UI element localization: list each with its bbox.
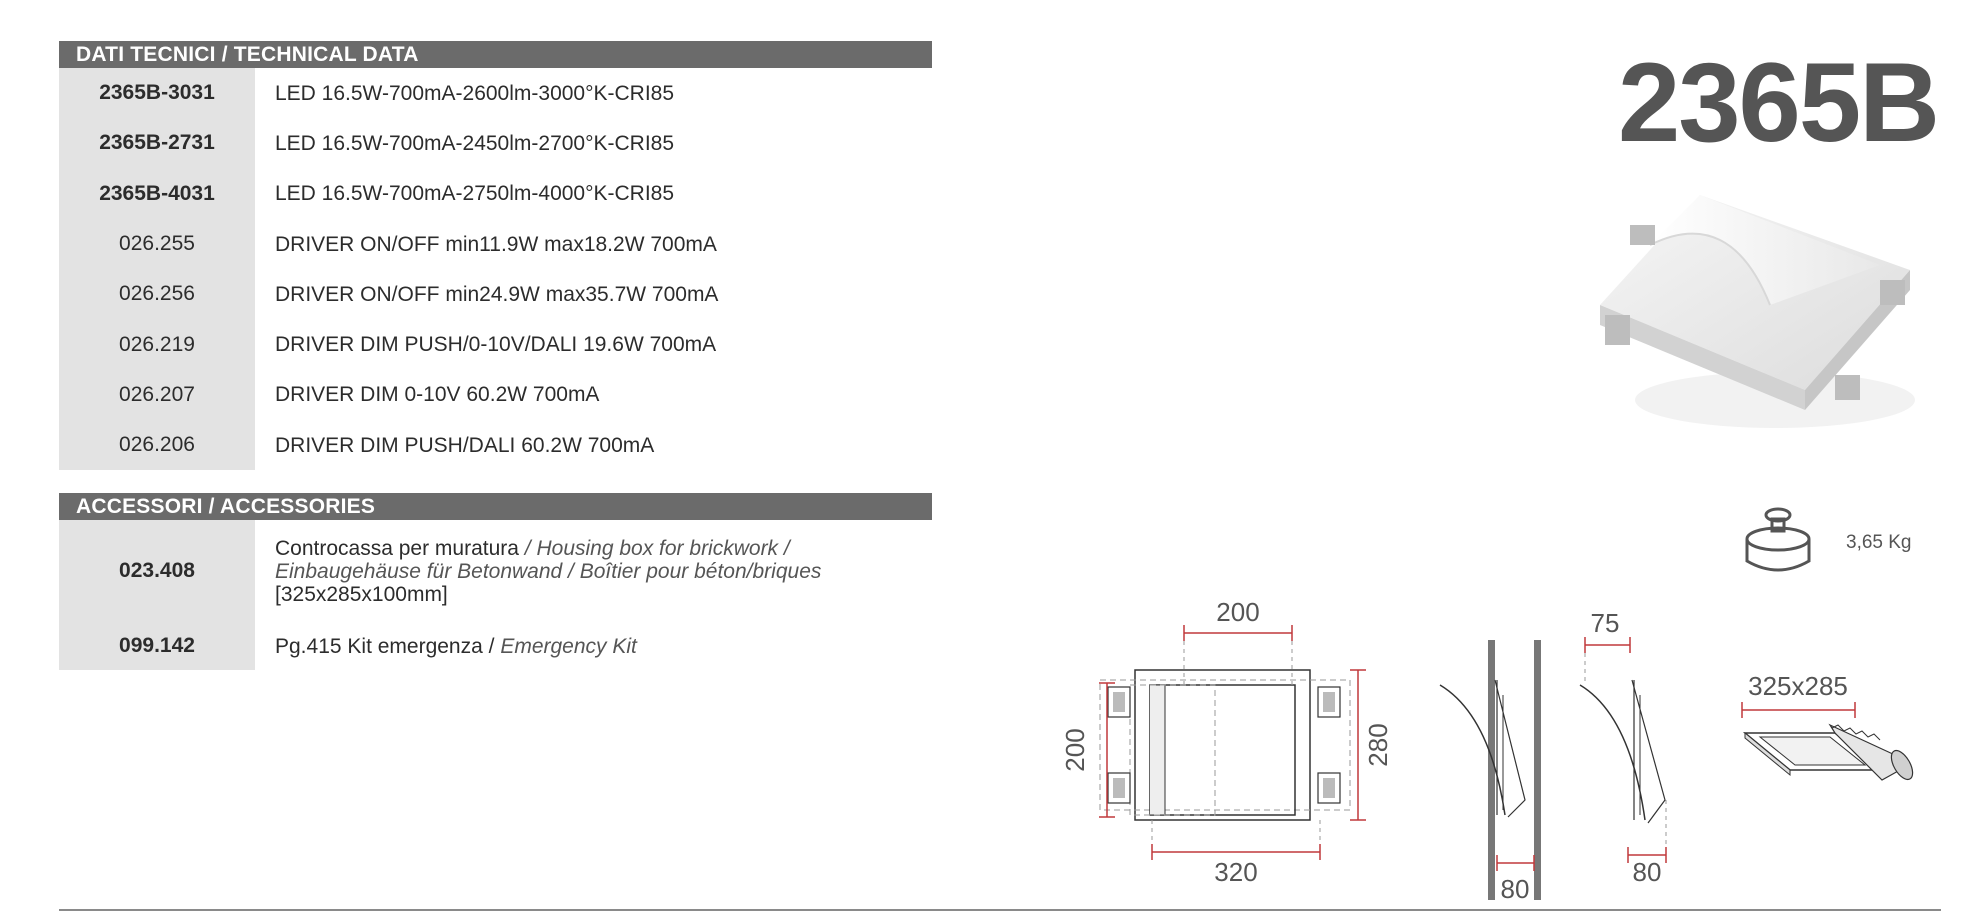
accessory-code: 023.408 <box>59 520 255 622</box>
product-description: DRIVER DIM PUSH/DALI 60.2W 700mA <box>275 433 655 457</box>
accessory-name-en: Emergency Kit <box>500 634 637 658</box>
product-title: 2365B <box>1617 40 1938 165</box>
product-code: 026.207 <box>59 370 255 420</box>
dim-front-top: 200 <box>1216 597 1260 627</box>
product-code: 026.255 <box>59 219 255 269</box>
product-code: 026.206 <box>59 420 255 470</box>
product-description: LED 16.5W-700mA-2450lm-2700°K-CRI85 <box>275 131 675 155</box>
table-row <box>59 219 932 269</box>
table-row <box>59 118 932 168</box>
dim-front-right: 280 <box>1363 723 1393 767</box>
dim-box-size: 325x285 <box>1748 671 1848 701</box>
accessory-description <box>255 537 821 606</box>
separator: / <box>518 536 537 560</box>
product-description: DRIVER DIM 0-10V 60.2W 700mA <box>275 383 600 407</box>
separator: / <box>482 634 501 658</box>
accessories-header: ACCESSORI / ACCESSORIES <box>59 493 932 520</box>
table-row <box>59 420 932 470</box>
dim-side2-bottom: 80 <box>1632 857 1662 887</box>
product-description: DRIVER ON/OFF min11.9W max18.2W 700mA <box>275 232 717 256</box>
dim-side2-top: 75 <box>1590 608 1620 638</box>
table-row <box>59 319 932 369</box>
bottom-rule <box>59 909 1941 911</box>
weight-icon <box>1742 505 1814 579</box>
front-view-drawing <box>1060 597 1393 887</box>
dim-side1-bottom: 80 <box>1500 874 1530 904</box>
technical-data-table <box>59 68 932 470</box>
product-description: DRIVER DIM PUSH/0-10V/DALI 19.6W 700mA <box>275 333 717 357</box>
accessories-table <box>59 520 932 670</box>
side-view-2-drawing <box>1580 608 1666 887</box>
product-code: 026.256 <box>59 269 255 319</box>
technical-data-header: DATI TECNICI / TECHNICAL DATA <box>59 41 932 68</box>
product-code: 2365B-4031 <box>59 169 255 219</box>
table-row <box>59 622 932 670</box>
product-description: LED 16.5W-700mA-2750lm-4000°K-CRI85 <box>275 182 675 206</box>
dim-front-bottom: 320 <box>1214 857 1258 887</box>
product-description: LED 16.5W-700mA-2600lm-3000°K-CRI85 <box>275 81 675 105</box>
table-row <box>59 370 932 420</box>
accessory-name-en: Housing box for brickwork / <box>536 536 790 560</box>
accessory-name: Pg.415 Kit emergenza <box>275 634 483 658</box>
weight-value: 3,65 Kg <box>1846 532 1912 553</box>
accessory-name-de-fr: Einbaugehäuse für Betonwand / Boîtier pour béton/briques <box>275 559 822 583</box>
accessory-name: Controcassa per muratura <box>275 536 519 560</box>
accessory-description <box>255 635 637 658</box>
product-description: DRIVER ON/OFF min24.9W max35.7W 700mA <box>275 282 719 306</box>
product-code: 2365B-3031 <box>59 68 255 118</box>
product-image <box>1590 185 1940 475</box>
table-row <box>59 169 932 219</box>
accessory-size: [325x285x100mm] <box>275 582 448 606</box>
table-row <box>59 68 932 118</box>
product-code: 026.219 <box>59 319 255 369</box>
table-row <box>59 269 932 319</box>
housing-box-drawing <box>1742 671 1917 783</box>
table-row <box>59 520 932 622</box>
dim-front-left: 200 <box>1060 728 1090 772</box>
accessory-code: 099.142 <box>59 622 255 670</box>
technical-drawings <box>1060 585 1960 910</box>
product-code: 2365B-2731 <box>59 118 255 168</box>
side-view-1-drawing <box>1440 640 1541 904</box>
